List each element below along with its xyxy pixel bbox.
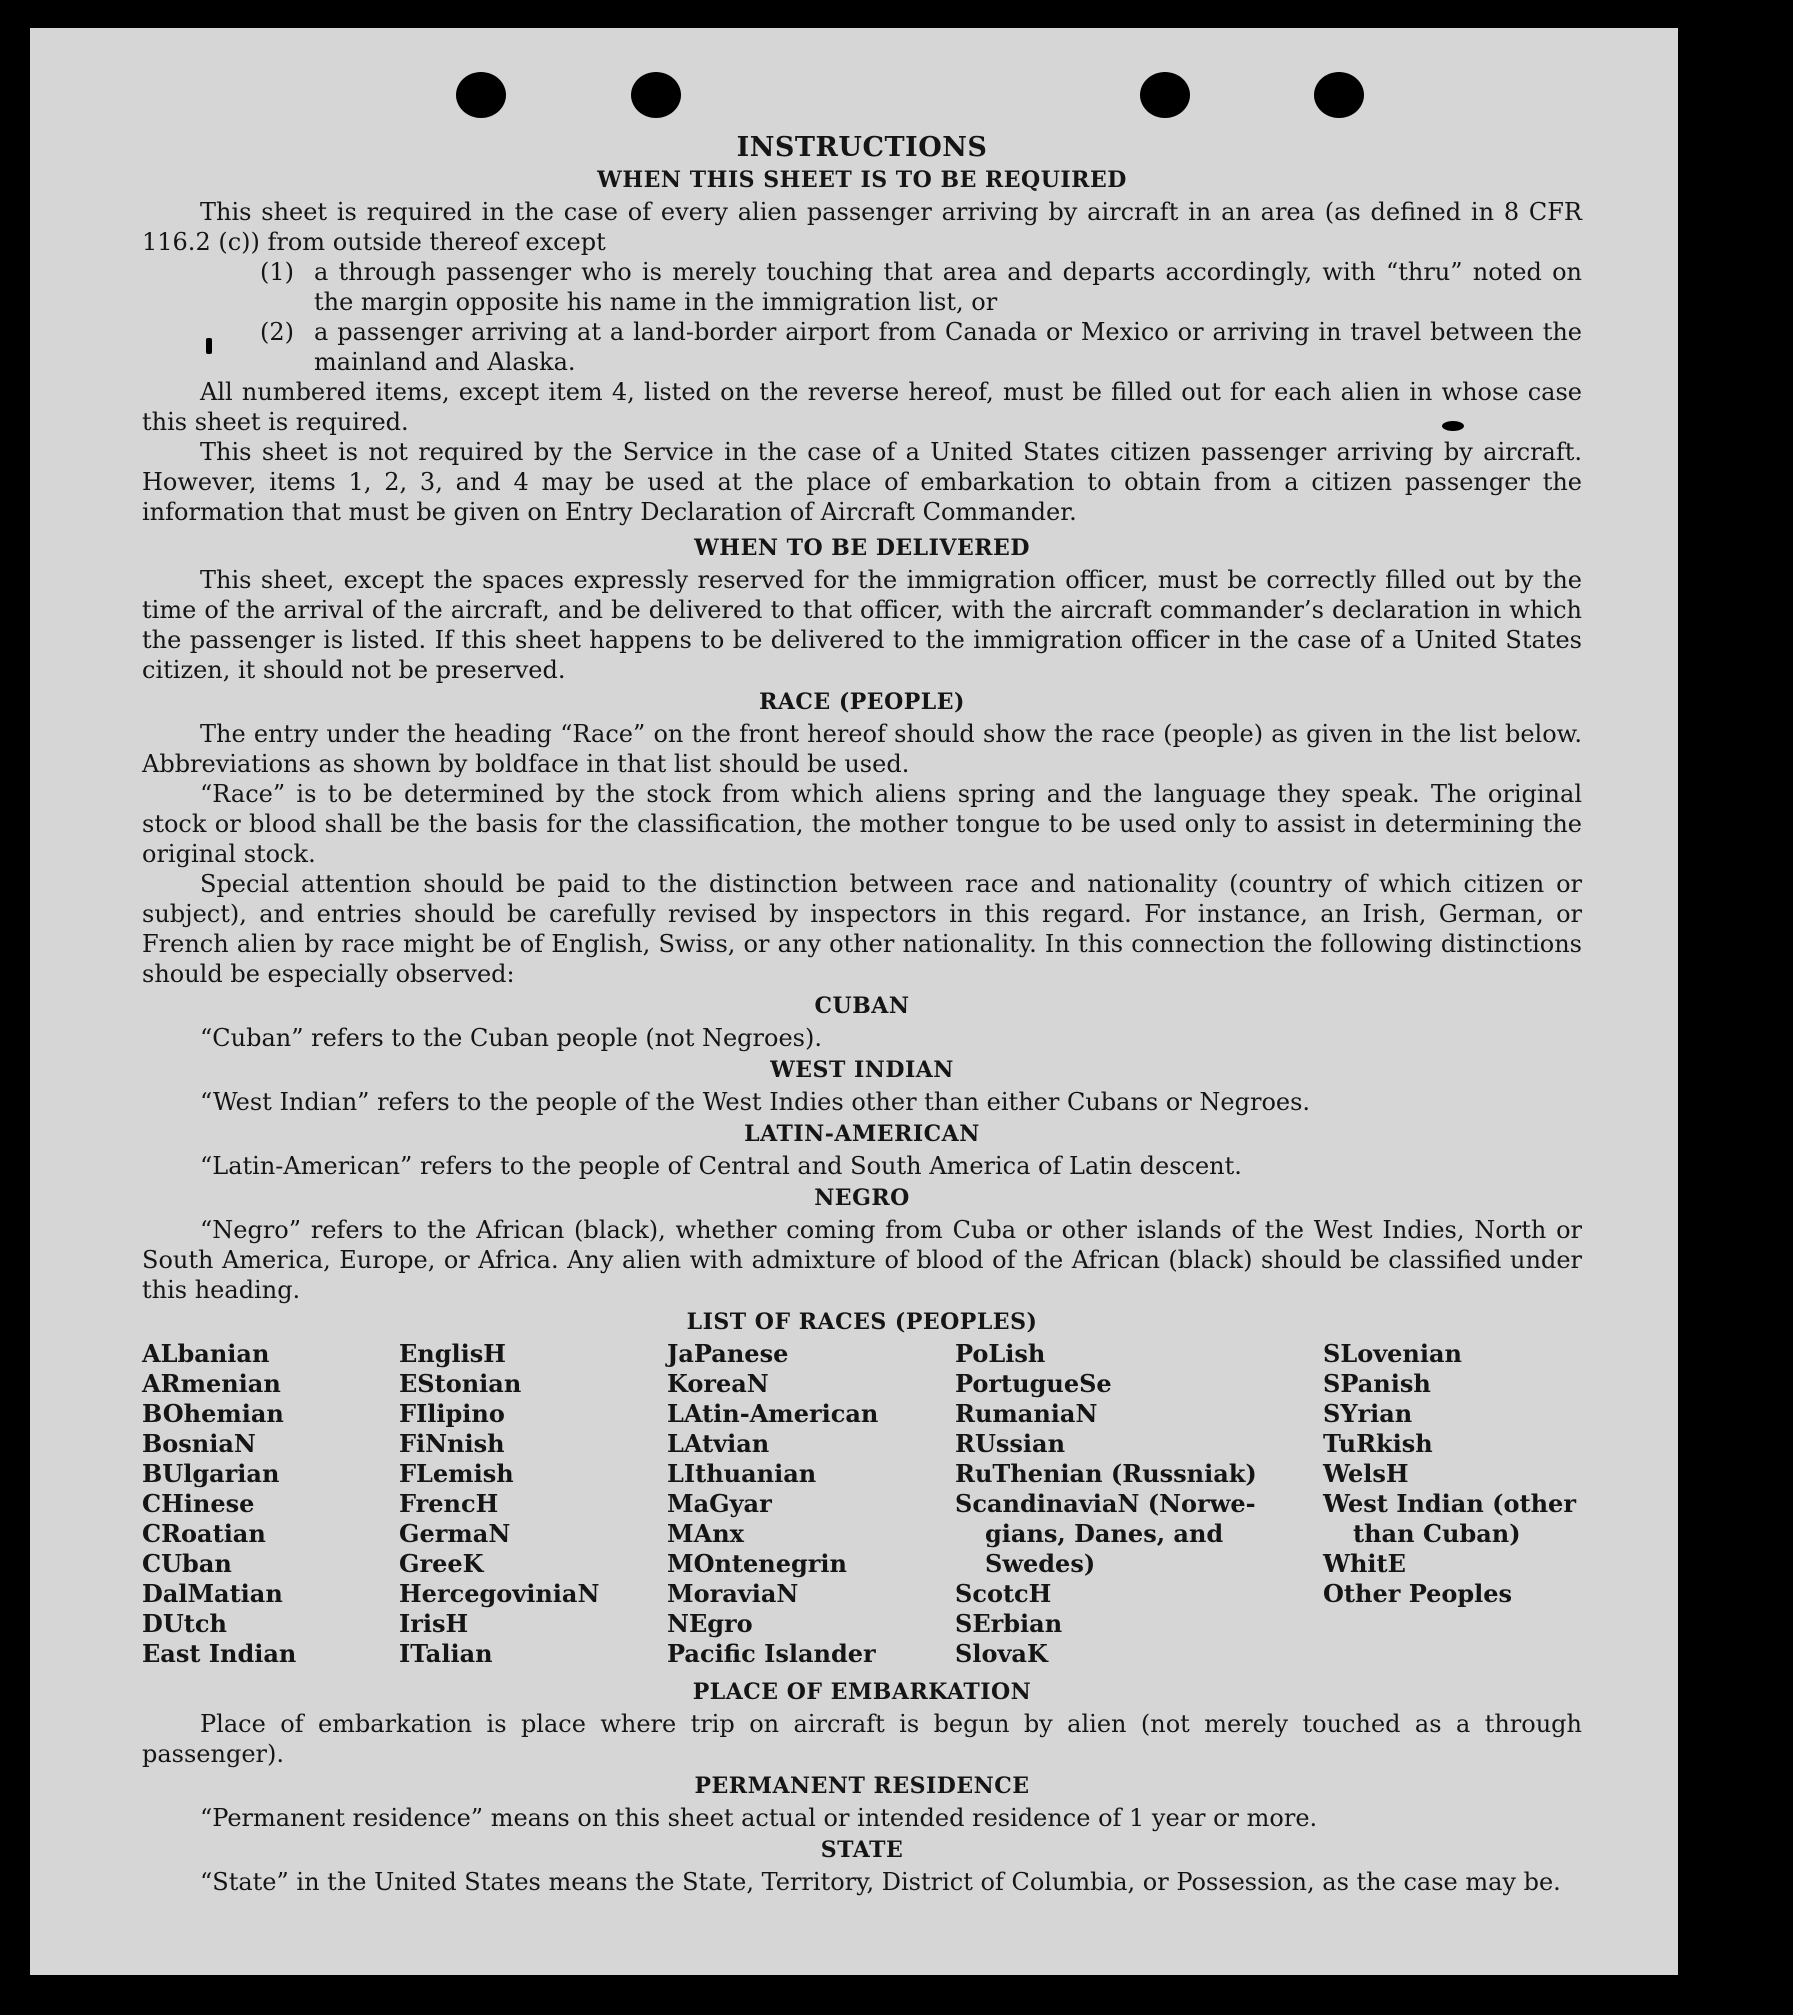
race-entry: RuThenian (Russniak) [955,1459,1257,1488]
races-column [399,1339,667,1669]
race-entry: DalMatian [142,1579,283,1608]
paragraph: Place of embarkation is place where trip on aircraft is begun by alien (not merely touched as a through passenger). [142,1710,1582,1768]
race-entry: CHinese [142,1489,255,1518]
race-entry-continued: gians, Danes, and [985,1519,1224,1548]
punch-hole [1140,72,1190,118]
race-entry: PortugueSe [955,1369,1112,1398]
heading-cuban: CUBAN [814,993,910,1019]
ink-blot [1442,421,1464,431]
race-entry: WhitE [1323,1549,1406,1578]
race-entry: CRoatian [142,1519,266,1548]
races-list [142,1339,1582,1669]
paragraph: The entry under the heading “Race” on the front hereof should show the race (people) as given in the list below. Abbreviations as shown by boldface in that list should be used. [142,720,1582,778]
race-entry: LAtin-American [667,1399,879,1428]
definition-text: “Permanent residence” means on this sheet actual or intended residence of 1 year or more. [200,1804,1318,1832]
race-entry: DUtch [142,1609,227,1638]
race-entry: KoreaN [667,1369,769,1398]
punch-hole [1314,72,1364,118]
page-title: INSTRUCTIONS [736,132,988,163]
race-entry: ARmenian [142,1369,281,1398]
paragraph: “State” in the United States means the State, Territory, District of Columbia, or Possession, as the case may be. [200,1868,1561,1896]
heading-latin-american: LATIN-AMERICAN [744,1121,980,1147]
race-entry: East Indian [142,1639,297,1668]
paragraph: This sheet is required in the case of every alien passenger arriving by aircraft in an area (as defined in 8 CFR 116.2 (c)) from outside thereof except [142,198,1582,256]
races-column [667,1339,955,1669]
race-entry: MOntenegrin [667,1549,847,1578]
definition-text: “Cuban” refers to the Cuban people (not Negroes). [200,1024,822,1052]
race-entry: EnglisH [399,1339,506,1368]
race-entry: LIthuanian [667,1459,817,1488]
race-entry: RUssian [955,1429,1066,1458]
race-entry: GreeK [399,1549,484,1578]
race-entry: Other Peoples [1323,1579,1513,1608]
race-entry: GermaN [399,1519,511,1548]
race-entry: Pacific Islander [667,1639,876,1668]
race-entry: SYrian [1323,1399,1413,1428]
race-entry: SErbian [955,1609,1063,1638]
paragraph: All numbered items, except item 4, listed on the reverse hereof, must be filled out for each alien in whose case this sheet is required. [142,378,1582,436]
heading-race: RACE (PEOPLE) [759,689,965,715]
race-entry: WelsH [1323,1459,1409,1488]
race-entry: JaPanese [667,1339,789,1368]
race-entry: CUban [142,1549,232,1578]
race-entry: TuRkish [1323,1429,1433,1458]
race-entry: FIlipino [399,1399,505,1428]
race-entry: SLovenian [1323,1339,1462,1368]
paragraph: “Negro” refers to the African (black), whether coming from Cuba or other islands of the West Indies, North or South America, Europe, or Africa. Any alien with admixture of blood of the African (black) should be classified under this heading. [142,1216,1582,1304]
race-entry-continued: than Cuban) [1353,1519,1521,1548]
item-text: a passenger arriving at a land-border airport from Canada or Mexico or arriving in travel between the mainland and Alaska. [314,318,1582,376]
definition-text: “West Indian” refers to the people of the West Indies other than either Cubans or Negroes. [200,1088,1311,1116]
heading-when-required: WHEN THIS SHEET IS TO BE REQUIRED [597,167,1127,193]
definition-text: “Latin-American” refers to the people of Central and South America of Latin descent. [200,1152,1242,1180]
item-text: a through passenger who is merely touching that area and departs accordingly, with “thru” noted on the margin opposite his name in the immigration list, or [314,258,1582,316]
paragraph: This sheet is not required by the Service in the case of a United States citizen passenger arriving by aircraft. However, items 1, 2, 3, and 4 may be used at the place of embarkation to obtain from a citizen passenger the information that must be given on Entry Declaration of Aircraft Commander. [142,438,1582,526]
race-entry: BUlgarian [142,1459,280,1488]
paragraph: Special attention should be paid to the distinction between race and nationality (country of which citizen or subject), and entries should be carefully revised by inspectors in this regard. For instance, an Irish, German, or French alien by race might be of English, Swiss, or any other nationality. In this connection the following distinctions should be especially observed: [142,870,1582,988]
races-column [142,1339,399,1669]
race-entry: MaGyar [667,1489,772,1518]
race-entry: ScotcH [955,1579,1052,1608]
heading-negro: NEGRO [814,1185,910,1211]
race-entry: SlovaK [955,1639,1048,1668]
heading-when-delivered: WHEN TO BE DELIVERED [694,535,1030,561]
race-entry-continued: Swedes) [985,1549,1096,1578]
race-entry: MoraviaN [667,1579,799,1608]
exception-item [260,317,1582,377]
heading-permanent-residence: PERMANENT RESIDENCE [694,1773,1030,1799]
heading-list-of-races: LIST OF RACES (PEOPLES) [686,1309,1038,1335]
race-entry: ITalian [399,1639,493,1668]
race-entry: ScandinaviaN (Norwe- [955,1489,1256,1518]
race-entry: BOhemian [142,1399,284,1428]
race-entry: FLemish [399,1459,514,1488]
race-entry: MAnx [667,1519,744,1548]
race-entry: ALbanian [142,1339,270,1368]
race-entry: IrisH [399,1609,469,1638]
race-entry: West Indian (other [1323,1489,1576,1518]
item-number: (2) [260,318,294,346]
race-entry: BosniaN [142,1429,256,1458]
race-entry: FiNnish [399,1429,505,1458]
race-entry: HercegoviniaN [399,1579,600,1608]
heading-west-indian: WEST INDIAN [770,1057,954,1083]
paragraph: “Race” is to be determined by the stock from which aliens spring and the language they speak. The original stock or blood shall be the basis for the classification, the mother tongue to be used only to assist in determining the original stock. [142,780,1582,868]
ink-mark [206,338,212,354]
document-page [30,28,1678,1975]
race-entry: EStonian [399,1369,522,1398]
exception-item [260,257,1582,317]
race-entry: LAtvian [667,1429,770,1458]
heading-embarkation: PLACE OF EMBARKATION [692,1679,1032,1705]
race-entry: FrencH [399,1489,499,1518]
race-entry: RumaniaN [955,1399,1098,1428]
race-entry: PoLish [955,1339,1046,1368]
paragraph: This sheet, except the spaces expressly reserved for the immigration officer, must be correctly filled out by the time of the arrival of the aircraft, and be delivered to that officer, with the aircraft commander’s declaration in which the passenger is listed. If this sheet happens to be delivered to the immigration officer in the case of a United States citizen, it should not be preserved. [142,566,1582,684]
races-column [1323,1339,1576,1669]
race-entry: NEgro [667,1609,753,1638]
races-column [955,1339,1323,1669]
punch-hole [631,72,681,118]
heading-state: STATE [820,1837,904,1863]
punch-hole [456,72,506,118]
race-entry: SPanish [1323,1369,1431,1398]
item-number: (1) [260,258,294,286]
